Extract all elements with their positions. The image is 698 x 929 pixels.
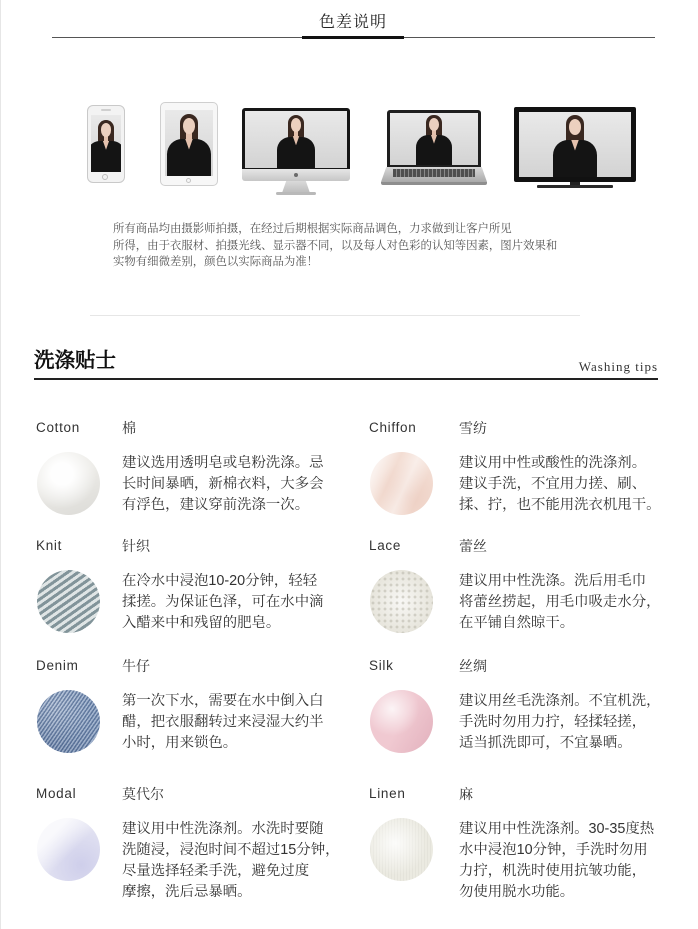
device-screen: [245, 111, 347, 168]
care-line: 建议用中性洗涤剂。水洗时要随: [122, 821, 324, 837]
fabric-name-en: Silk: [369, 658, 394, 673]
section-title: 色差说明: [318, 14, 387, 31]
monitor-base: [276, 192, 316, 195]
fabric-item-denim: [36, 657, 336, 767]
care-line: 适当抓洗即可，不宜暴晒。: [459, 735, 632, 751]
laptop-front-edge: [381, 182, 487, 185]
care-line: 揉、拧，也不能用洗衣机甩干。: [459, 497, 661, 513]
care-line: 建议选用透明皂或皂粉洗涤。忌: [122, 455, 324, 471]
fabric-name-zh: 丝绸: [459, 658, 487, 674]
care-line: 力拧，机洗时使用抗皱功能，: [459, 863, 647, 879]
care-line: 小时，用来锁色。: [122, 735, 238, 751]
page-left-edge: [0, 0, 1, 929]
section-separator: [90, 315, 580, 316]
model-figure: [550, 114, 600, 177]
care-line: 在冷水中浸泡10-20分钟，轻轻: [122, 573, 318, 589]
care-line: 建议用中性或酸性的洗涤剂。: [459, 455, 647, 471]
fabric-name-zh: 麻: [459, 786, 473, 802]
care-line: 建议手洗，不宜用力搓、刷、: [459, 476, 647, 492]
fabric-name-zh: 蕾丝: [459, 538, 487, 554]
section-title: 洗涤贴士: [34, 349, 116, 372]
care-line: 揉搓。为保证色泽，可在水中滴: [122, 594, 324, 610]
fabric-name-zh: 莫代尔: [122, 786, 164, 802]
device-screen: [390, 113, 478, 165]
tv-stand-base: [537, 185, 613, 188]
fabric-item-modal: [36, 785, 340, 900]
care-line: 建议用中性洗涤。洗后用毛巾: [459, 573, 647, 589]
model-figure: [414, 114, 455, 165]
section-divider: [34, 378, 658, 380]
fabric-name-en: Chiffon: [369, 420, 417, 435]
fabric-name-zh: 针织: [122, 538, 150, 554]
silk-swatch-icon: [370, 690, 433, 753]
care-line: 有浮色，建议穿前洗涤一次。: [122, 497, 310, 513]
care-line: 长时间暴晒，新棉衣料，大多会: [122, 476, 324, 492]
lace-swatch-icon: [370, 570, 433, 633]
denim-swatch-icon: [37, 690, 100, 753]
care-line: 洗随浸，浸泡时间不超过15分钟，: [122, 842, 340, 858]
model-figure: [274, 114, 317, 168]
tv-frame: [514, 107, 636, 182]
laptop-icon: [381, 110, 487, 185]
care-line: 醋，把衣服翻转过来浸湿大约半: [122, 714, 324, 730]
care-line: 将蕾丝捞起，用毛巾吸走水分，: [459, 594, 661, 610]
care-line: 手洗时勿用力拧，轻揉轻搓，: [459, 714, 647, 730]
fabric-item-cotton: [36, 419, 336, 529]
knit-swatch-icon: [37, 570, 100, 633]
tablet-home-button: [186, 178, 191, 183]
fabric-item-linen: [369, 785, 669, 900]
fabric-item-lace: [369, 537, 669, 647]
device-screen: [91, 115, 121, 172]
model-figure: [165, 113, 213, 176]
fabric-name-en: Cotton: [36, 420, 80, 435]
fabric-name-en: Lace: [369, 538, 402, 553]
note-line: 所得，由于衣服材、拍摄光线、显示器不同，以及每人对色彩的认知等因素，图片效果和: [113, 239, 558, 252]
care-line: 入醋来中和残留的肥皂。: [122, 615, 281, 631]
cotton-swatch-icon: [37, 452, 100, 515]
monitor-chin: [242, 169, 350, 181]
apple-logo-icon: [294, 173, 298, 177]
care-instructions: [122, 691, 323, 754]
fabric-name-zh: 棉: [122, 420, 136, 436]
care-line: 第一次下水，需要在水中倒入白: [122, 693, 324, 709]
device-screen: [519, 112, 631, 177]
note-line: 实物有细微差别，颜色以实际商品为准！: [113, 256, 319, 268]
phone-home-button: [102, 174, 108, 180]
fabric-name-zh: 雪纺: [459, 420, 487, 436]
care-instructions: [122, 453, 323, 516]
laptop-lid: [387, 110, 481, 167]
device-screen: [165, 110, 213, 176]
care-instructions: [122, 571, 323, 634]
chiffon-swatch-icon: [370, 452, 433, 515]
care-instructions: [459, 819, 654, 903]
note-line: 所有商品均由摄影师拍摄，在经过后期根据实际商品调色，力求做到让客户所见: [113, 223, 512, 235]
fabric-name-en: Denim: [36, 658, 79, 673]
model-figure: [91, 119, 121, 172]
laptop-keyboard: [393, 169, 475, 177]
fabric-name-en: Knit: [36, 538, 63, 553]
phone-speaker: [101, 109, 111, 111]
tv-icon: [514, 107, 636, 188]
care-line: 建议用中性洗涤剂。30-35度热: [459, 821, 655, 837]
care-line: 勿使用脱水功能。: [459, 884, 575, 900]
care-instructions: [459, 571, 660, 634]
care-instructions: [122, 819, 339, 903]
desktop-monitor-icon: [242, 108, 350, 195]
care-line: 尽量选择轻柔手洗，避免过度: [122, 863, 310, 879]
tablet-icon: [160, 102, 218, 186]
fabric-item-knit: [36, 537, 336, 647]
fabric-name-en: Modal: [36, 786, 77, 801]
care-line: 水中浸泡10分钟，手洗时勿用: [459, 842, 648, 858]
title-underline-accent: [302, 36, 404, 39]
care-line: 在平铺自然晾干。: [459, 615, 575, 631]
monitor-bezel: [242, 108, 350, 169]
care-instructions: [459, 691, 660, 754]
color-difference-note: [113, 221, 557, 271]
fabric-name-en: Linen: [369, 786, 406, 801]
fabric-name-zh: 牛仔: [122, 658, 150, 674]
fabric-item-chiffon: [369, 419, 669, 529]
linen-swatch-icon: [370, 818, 433, 881]
care-line: 摩擦，洗后忌暴晒。: [122, 884, 252, 900]
care-line: 建议用丝毛洗涤剂。不宜机洗，: [459, 693, 661, 709]
smartphone-icon: [87, 105, 125, 183]
care-instructions: [459, 453, 660, 516]
fabric-item-silk: [369, 657, 669, 767]
modal-swatch-icon: [37, 818, 100, 881]
section-subtitle-en: Washing tips: [578, 359, 658, 374]
